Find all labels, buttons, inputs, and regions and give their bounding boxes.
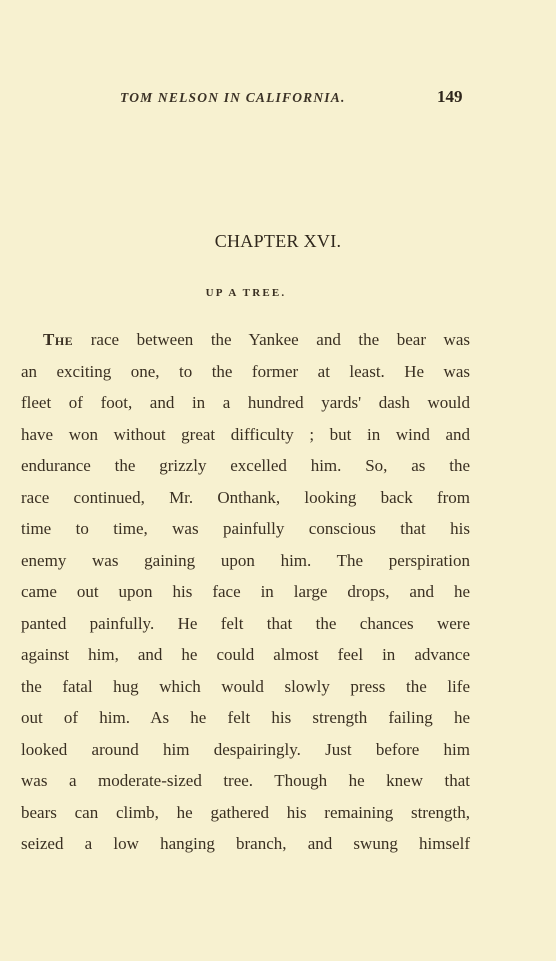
text-line: was a moderate-sized tree. Though he knew that — [21, 771, 470, 790]
text-line: an exciting one, to the former at least. He was — [21, 361, 470, 381]
text-line: have won without great difficulty ; but in wind and — [21, 424, 470, 444]
text-line: endurance the grizzly excelled him. So, as the — [21, 456, 470, 475]
text-line: bears can climb, he gathered his remaining strength, — [21, 802, 470, 822]
text-line: race continued, Mr. Onthank, looking back from — [21, 487, 470, 507]
text-line: out of him. As he felt his strength failing he — [21, 708, 470, 727]
text-line: came out upon his face in large drops, and he — [21, 582, 470, 601]
text-line: panted painfully. He felt that the chances were — [21, 613, 470, 633]
chapter-subtitle: UP A TREE. — [205, 287, 287, 299]
page-number: 149 — [437, 87, 463, 106]
body-paragraph — [21, 324, 470, 860]
running-title: TOM NELSON IN CALIFORNIA. — [120, 90, 346, 105]
text-line: seized a low hanging branch, and swung himself — [21, 834, 470, 853]
text-line-content: race between the Yankee and the bear was — [73, 330, 470, 349]
lead-word: The — [43, 330, 74, 349]
text-line: against him, and he could almost feel in advance — [21, 645, 470, 664]
text-line: looked around him despairingly. Just before him — [21, 739, 470, 759]
running-head — [0, 87, 556, 112]
text-line: time to time, was painfully conscious that his — [21, 519, 470, 538]
text-line — [21, 324, 470, 356]
chapter-heading: CHAPTER XVI. — [214, 231, 342, 251]
text-line: fleet of foot, and in a hundred yards' dash would — [21, 393, 470, 412]
text-line: enemy was gaining upon him. The perspiration — [21, 550, 470, 570]
text-line: the fatal hug which would slowly press the life — [21, 676, 470, 696]
